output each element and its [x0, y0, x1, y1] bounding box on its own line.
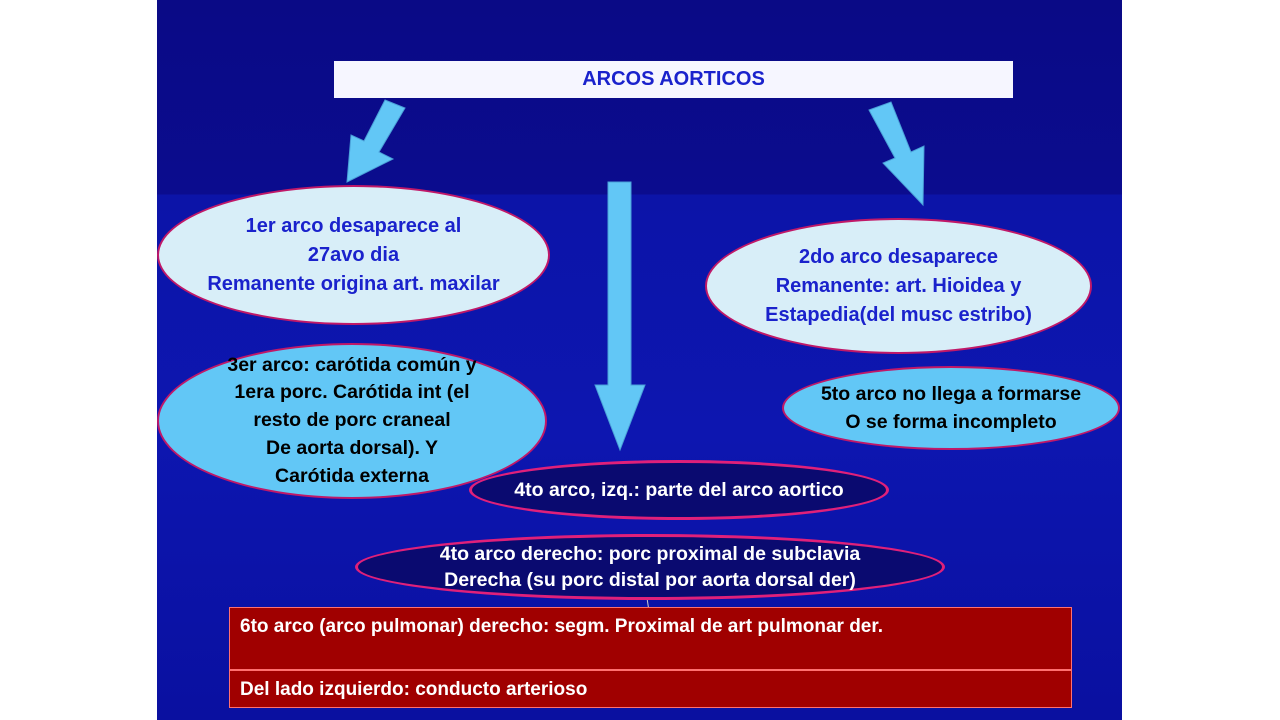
arch3-text: 3er arco: carótida común y 1era porc. Carótida int (el resto de porc craneal De aorta dorsal). Y Carótida externa: [227, 353, 477, 487]
arch2-ellipse: [705, 218, 1092, 354]
arrow-right: [869, 102, 924, 205]
arch4-left-ellipse: [469, 460, 889, 520]
title-box: [334, 61, 1013, 98]
arch6-right-box: [229, 607, 1072, 670]
title-text: ARCOS AORTICOS: [582, 68, 765, 90]
arch1-text: 1er arco desaparece al 27avo dia Remanente origina art. maxilar: [207, 214, 500, 295]
arch6-left-text: Del lado izquierdo: conducto arterioso: [240, 679, 588, 700]
arch2-text: 2do arco desaparece Remanente: art. Hioidea y Estapedia(del musc estribo): [765, 245, 1032, 326]
slide: [157, 0, 1122, 720]
arch4-right-ellipse: [355, 534, 945, 600]
arch5-text: 5to arco no llega a formarse O se forma incompleto: [820, 382, 1082, 433]
arch5-ellipse: [782, 366, 1120, 450]
arch4-right-text: 4to arco derecho: porc proximal de subclavia Derecha (su porc distal por aorta dorsal der): [439, 542, 861, 591]
arch6-left-box: [229, 670, 1072, 708]
arch6-right-text: 6to arco (arco pulmonar) derecho: segm. Proximal de art pulmonar der.: [240, 616, 883, 637]
arrow-center: [595, 182, 645, 450]
arch3-ellipse: [157, 343, 547, 499]
arrow-left: [347, 100, 405, 182]
arch1-ellipse: [157, 185, 550, 325]
arch4-left-text: 4to arco, izq.: parte del arco aortico: [514, 478, 844, 501]
